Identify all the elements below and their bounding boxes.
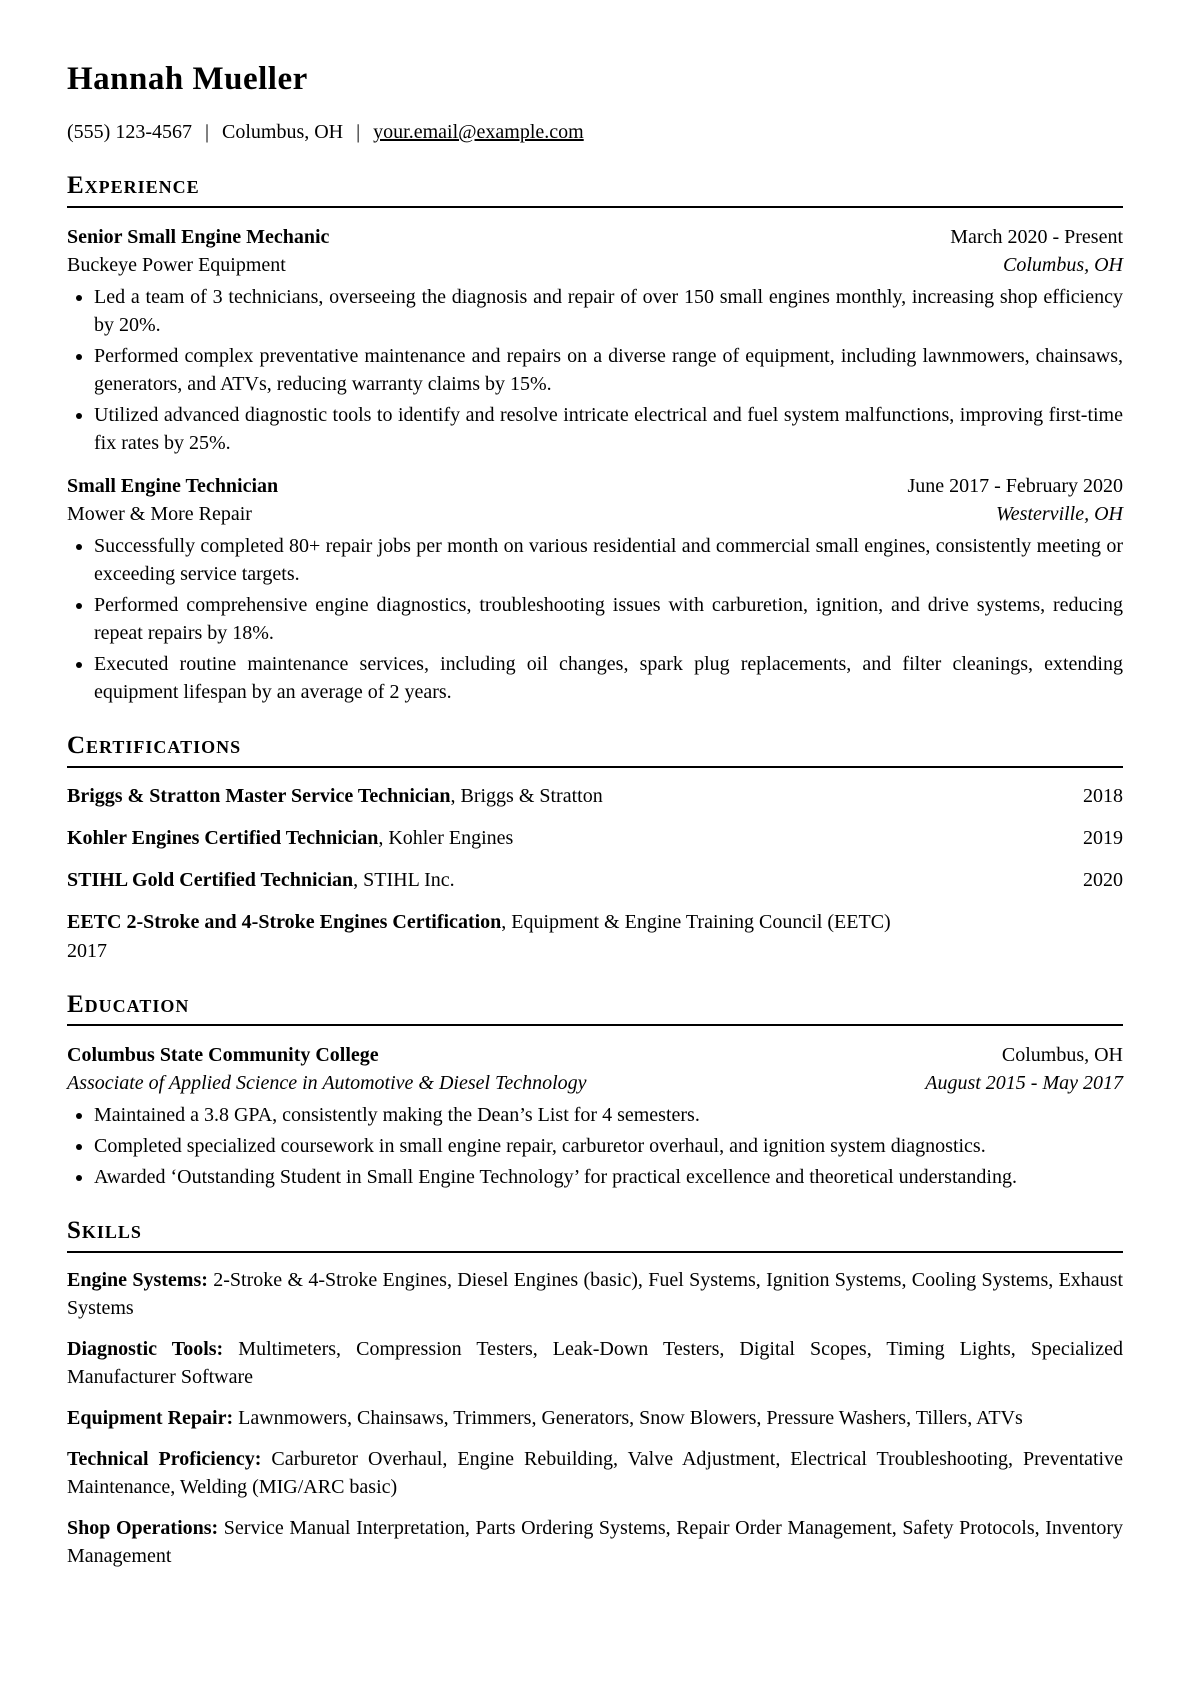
skill-category-values: 2-Stroke & 4-Stroke Engines, Diesel Engines (basic), Fuel Systems, Ignition Systems, Cooling Systems, Exhaust Systems	[67, 1269, 1123, 1320]
job-role: Senior Small Engine Mechanic	[67, 225, 330, 248]
section-certifications	[67, 732, 1123, 965]
contact-line	[67, 118, 1123, 146]
education-entry	[67, 1041, 1123, 1191]
contact-divider: |	[356, 121, 361, 144]
job-subheader-row	[67, 251, 1123, 279]
education-header-row	[67, 1041, 1123, 1069]
contact-divider: |	[204, 121, 209, 144]
education-subheader-row	[67, 1069, 1123, 1097]
skill-category-label: Engine Systems:	[67, 1269, 208, 1292]
page-title: Hannah Mueller	[67, 61, 308, 97]
section-skills	[67, 1217, 1123, 1570]
certification-issuer: , Briggs & Stratton	[450, 784, 603, 807]
certification-text	[67, 782, 603, 810]
certification-name: STIHL Gold Certified Technician	[67, 868, 354, 891]
skill-category-label: Equipment Repair:	[67, 1407, 234, 1430]
certification-text	[67, 911, 891, 933]
skill-category-label: Technical Proficiency:	[67, 1448, 262, 1471]
certification-name: Briggs & Stratton Master Service Technician	[67, 784, 451, 807]
section-experience	[67, 172, 1123, 706]
skill-category	[67, 1445, 1123, 1501]
job-bullet: • Utilized advanced diagnostic tools to identify and resolve intricate electrical and fuel system malfunctions, improving first-time fix rates by 25%.	[94, 401, 1123, 457]
skill-category-label: Shop Operations:	[67, 1517, 219, 1540]
job-bullet: • Successfully completed 80+ repair jobs per month on various residential and commercial small engines, consistently meeting or exceeding service targets.	[94, 532, 1123, 588]
contact-location: Columbus, OH	[222, 121, 344, 144]
job-company: Buckeye Power Equipment	[67, 253, 286, 276]
job-bullet: • Performed complex preventative maintenance and repairs on a diverse range of equipment, including lawnmowers, chainsaws, generators, and ATVs, reducing warranty claims by 15%.	[94, 342, 1123, 398]
certification-item	[67, 782, 1123, 810]
section-heading-certifications: Certifications	[67, 731, 242, 759]
job-header-row	[67, 472, 1123, 500]
job-header-row	[67, 223, 1123, 251]
section-education	[67, 991, 1123, 1192]
skill-category-values: Lawnmowers, Chainsaws, Trimmers, Generators, Snow Blowers, Pressure Washers, Tillers, ATVs	[233, 1407, 1023, 1430]
skill-category	[67, 1335, 1123, 1391]
section-heading-education: Education	[67, 990, 190, 1018]
education-bullet-list	[67, 1101, 1123, 1191]
job-bullet-list	[67, 532, 1123, 706]
job-bullet-list	[67, 283, 1123, 457]
section-rule	[67, 1251, 1123, 1253]
education-bullet: • Completed specialized coursework in small engine repair, carburetor overhaul, and ignition system diagnostics.	[94, 1132, 1123, 1160]
skill-category	[67, 1514, 1123, 1570]
education-bullet: • Maintained a 3.8 GPA, consistently making the Dean’s List for 4 semesters.	[94, 1101, 1123, 1129]
education-bullet: • Awarded ‘Outstanding Student in Small Engine Technology’ for practical excellence and theoretical understanding.	[94, 1163, 1123, 1191]
section-rule	[67, 1024, 1123, 1026]
certification-name: EETC 2-Stroke and 4-Stroke Engines Certification	[67, 910, 502, 933]
job-dates: June 2017 - February 2020	[907, 474, 1123, 497]
job-bullet: • Led a team of 3 technicians, overseeing the diagnosis and repair of over 150 small engines monthly, increasing shop efficiency by 20%.	[94, 283, 1123, 339]
certification-year: 2017	[67, 939, 107, 962]
section-heading-experience: Experience	[67, 172, 200, 200]
skill-category	[67, 1266, 1123, 1322]
job-location: Westerville, OH	[995, 502, 1123, 525]
certification-item	[67, 824, 1123, 852]
certification-year: 2020	[1083, 868, 1123, 891]
job-company: Mower & More Repair	[67, 502, 252, 525]
certification-text	[67, 866, 455, 894]
certification-item	[67, 866, 1123, 894]
job-location: Columbus, OH	[1002, 253, 1123, 276]
skill-category	[67, 1404, 1123, 1432]
job-entry	[67, 472, 1123, 706]
skill-category-values: Multimeters, Compression Testers, Leak-Down Testers, Digital Scopes, Timing Lights, Specialized Manufacturer Software	[67, 1338, 1123, 1389]
job-dates: March 2020 - Present	[950, 225, 1123, 248]
certification-issuer: , Equipment & Engine Training Council (EETC)	[501, 910, 891, 933]
job-bullet: • Executed routine maintenance services, including oil changes, spark plug replacements, and filter cleanings, extending equipment lifespan by an average of 2 years.	[94, 650, 1123, 706]
school-location: Columbus, OH	[1001, 1044, 1123, 1067]
certification-year: 2019	[1083, 826, 1123, 849]
skill-category-label: Diagnostic Tools:	[67, 1338, 224, 1361]
job-role: Small Engine Technician	[67, 474, 279, 497]
email-link[interactable]: your.email@example.com	[373, 121, 584, 144]
certification-name: Kohler Engines Certified Technician	[67, 826, 379, 849]
section-heading-skills: Skills	[67, 1217, 142, 1245]
phone-number: (555) 123-4567	[67, 121, 192, 144]
skill-category-values: Service Manual Interpretation, Parts Ordering Systems, Repair Order Management, Safety Protocols, Inventory Management	[67, 1517, 1123, 1568]
school-name: Columbus State Community College	[67, 1044, 379, 1067]
certification-item	[67, 908, 1123, 965]
certification-issuer: , Kohler Engines	[378, 826, 514, 849]
job-entry	[67, 223, 1123, 457]
certification-text	[67, 824, 513, 852]
section-rule	[67, 766, 1123, 768]
job-subheader-row	[67, 500, 1123, 528]
degree-name: Associate of Applied Science in Automotive & Diesel Technology	[67, 1072, 587, 1095]
job-bullet: • Performed comprehensive engine diagnostics, troubleshooting issues with carburetion, ignition, and drive systems, reducing repeat repairs by 18%.	[94, 591, 1123, 647]
education-dates: August 2015 - May 2017	[925, 1072, 1123, 1095]
section-rule	[67, 206, 1123, 208]
certification-year: 2018	[1083, 784, 1123, 807]
certification-issuer: , STIHL Inc.	[353, 868, 455, 891]
skill-category-values: Carburetor Overhaul, Engine Rebuilding, Valve Adjustment, Electrical Troubleshooting, Preventative Maintenance, Welding (MIG/ARC basic)	[67, 1448, 1123, 1499]
